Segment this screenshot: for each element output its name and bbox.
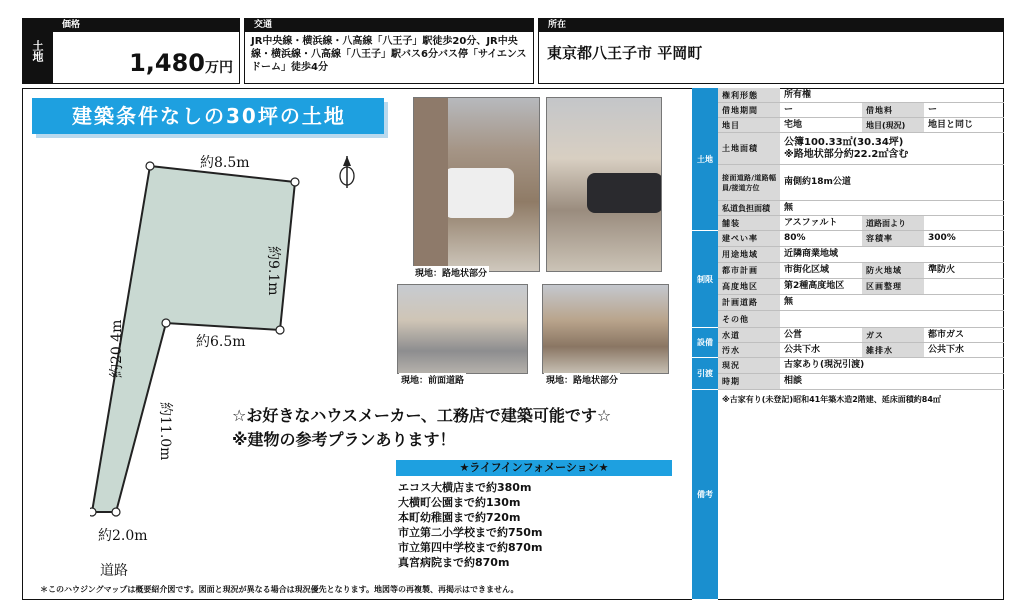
lifeinfo-item: 大横町公園まで約130m — [398, 496, 521, 509]
row-lease — [718, 103, 1004, 118]
section-land: 土地 — [692, 88, 718, 231]
city-label: 都市計画 — [718, 263, 780, 278]
section-handover: 引渡 — [692, 358, 718, 390]
district-value — [924, 279, 932, 294]
time-value: 相談 — [784, 376, 803, 386]
row-pave — [718, 216, 1004, 231]
rights-value: 所有権 — [784, 89, 812, 100]
photo-alley-3 — [542, 284, 669, 374]
photo-caption-1: 現地：路地状部分 — [413, 266, 489, 279]
photo-alley-1 — [413, 97, 540, 272]
planroad-label: 計画道路 — [718, 295, 780, 310]
category2-label: 地目(現況) — [862, 118, 924, 132]
dim-right: 約9.1m — [265, 246, 281, 296]
coverage-label: 建ぺい率 — [718, 231, 780, 246]
lease-value: ー — [784, 104, 794, 115]
access-text: JR中央線・横浜線・八高線「八王子」駅徒歩20分、JR中央線・横浜線・八高線「八王子」駅バス6分バス停「サイエンスドーム」徒歩4分 — [244, 32, 534, 84]
rights-label: 権利形態 — [718, 88, 780, 102]
area-value-1: 公簿100.33㎡(30.34坪) — [784, 136, 904, 148]
rent-label: 借地料 — [862, 103, 924, 117]
price-value: 1,480 — [129, 49, 205, 77]
height-value: 第2種高度地区 — [784, 281, 845, 291]
dim-inner: 約11.0m — [157, 402, 173, 461]
coverage-value: 80% — [784, 233, 806, 243]
area-value-2: ※路地状部分約22.2㎡含む — [784, 148, 909, 160]
road-label: 道路 — [100, 563, 128, 579]
row-water — [718, 328, 1004, 343]
dim-mid: 約6.5m — [196, 334, 246, 350]
row-sewage — [718, 343, 1004, 358]
private-label: 私道負担面積 — [718, 201, 780, 215]
lifeinfo-item: 市立第二小学校まで約750m — [398, 526, 543, 539]
row-private — [718, 201, 1004, 216]
area-label: 土地面積 — [718, 133, 780, 164]
height-label: 高度地区 — [718, 279, 780, 294]
rent-value: ー — [928, 104, 938, 115]
lifeinfo-item: エコス大横店まで約380m — [398, 481, 532, 494]
row-other — [718, 311, 1004, 328]
photo-alley-2 — [546, 97, 662, 272]
lifeinfo-item: 本町幼稚園まで約720m — [398, 511, 521, 524]
dim-top: 約8.5m — [200, 155, 250, 171]
zone-value: 近隣商業地域 — [784, 249, 839, 259]
drain-label: 雑排水 — [862, 343, 924, 357]
remarks-value: ※古家有り(未登記)昭和41年築木造2階建、延床面積約84㎡ — [722, 395, 941, 404]
far-value: 300% — [928, 233, 956, 243]
road-label: 接面道路/道路幅員/接道方位 — [718, 165, 780, 200]
row-road — [718, 165, 1004, 201]
photo-front-road — [397, 284, 528, 374]
pave-value: アスファルト — [784, 217, 838, 228]
city-value: 市街化区域 — [784, 265, 830, 275]
pave-label: 舗装 — [718, 216, 780, 230]
other-value — [780, 311, 788, 327]
category-value: 宅地 — [784, 119, 803, 130]
address-caption: 所在 — [538, 18, 1004, 32]
lifeinfo-title: ★ライフインフォメーション★ — [396, 460, 672, 476]
road-value: 南側約18m公道 — [784, 177, 851, 187]
category2-value: 地目と同じ — [928, 119, 974, 130]
section-remarks: 備考 — [692, 390, 718, 600]
far-label: 容積率 — [862, 231, 924, 246]
gas-value: 都市ガス — [928, 329, 965, 340]
status-value: 古家あり(現況引渡) — [784, 360, 865, 370]
gas-label: ガス — [862, 328, 924, 342]
lifeinfo-item: 真宮病院まで約870m — [398, 556, 510, 569]
status-label: 現況 — [718, 358, 780, 373]
fire-value: 準防火 — [928, 265, 956, 275]
lot-plan-drawing — [90, 140, 340, 520]
price-caption: 価格 — [52, 18, 240, 32]
row-zone — [718, 247, 1004, 263]
water-value: 公営 — [784, 329, 803, 340]
dim-bottom: 約2.0m — [98, 528, 148, 544]
level-value — [924, 216, 932, 230]
time-label: 時期 — [718, 374, 780, 389]
row-planroad — [718, 295, 1004, 311]
price-unit: 万円 — [205, 60, 233, 76]
fire-label: 防火地域 — [862, 263, 924, 278]
disclaimer-note: ＊このハウジングマップは概要紹介図です。図面と現況が異なる場合は現況優先となります。地図等の再複製、再掲示はできません。 — [40, 585, 519, 594]
planroad-value: 無 — [784, 297, 794, 307]
row-status — [718, 358, 1004, 374]
water-label: 水道 — [718, 328, 780, 342]
row-area — [718, 133, 1004, 165]
other-label: その他 — [718, 311, 780, 327]
drain-value: 公共下水 — [928, 344, 965, 355]
sewage-value: 公共下水 — [784, 344, 821, 355]
lease-label: 借地期間 — [718, 103, 780, 117]
row-city — [718, 263, 1004, 279]
sewage-label: 汚水 — [718, 343, 780, 357]
row-height — [718, 279, 1004, 295]
photo-caption-2: 現地：前面道路 — [399, 373, 466, 386]
level-label: 道路面より — [862, 216, 924, 230]
row-category — [718, 118, 1004, 133]
section-regulation: 制限 — [692, 231, 718, 328]
zone-label: 用途地域 — [718, 247, 780, 262]
headline-line1: ☆お好きなハウスメーカー、工務店で建築可能です☆ — [232, 406, 612, 425]
lifeinfo-item: 市立第四中学校まで約870m — [398, 541, 543, 554]
row-coverage — [718, 231, 1004, 247]
category-label: 地目 — [718, 118, 780, 132]
district-label: 区画整理 — [862, 279, 924, 294]
address-value: 東京都八王子市 平岡町 — [538, 32, 1004, 84]
row-time — [718, 374, 1004, 390]
section-equipment: 設備 — [692, 328, 718, 358]
headline-line2: ※建物の参考プランあります！ — [232, 430, 456, 449]
photo-caption-3: 現地：路地状部分 — [544, 373, 620, 386]
row-rights — [718, 88, 1004, 103]
dim-left: 約20.4m — [109, 319, 125, 378]
land-side-label: 土地 — [22, 18, 52, 84]
private-value: 無 — [784, 202, 794, 213]
access-caption: 交通 — [244, 18, 534, 32]
price-cell — [52, 32, 240, 84]
north-arrow-icon — [338, 154, 356, 190]
headline-banner: 建築条件なしの30坪の土地 — [32, 98, 384, 134]
